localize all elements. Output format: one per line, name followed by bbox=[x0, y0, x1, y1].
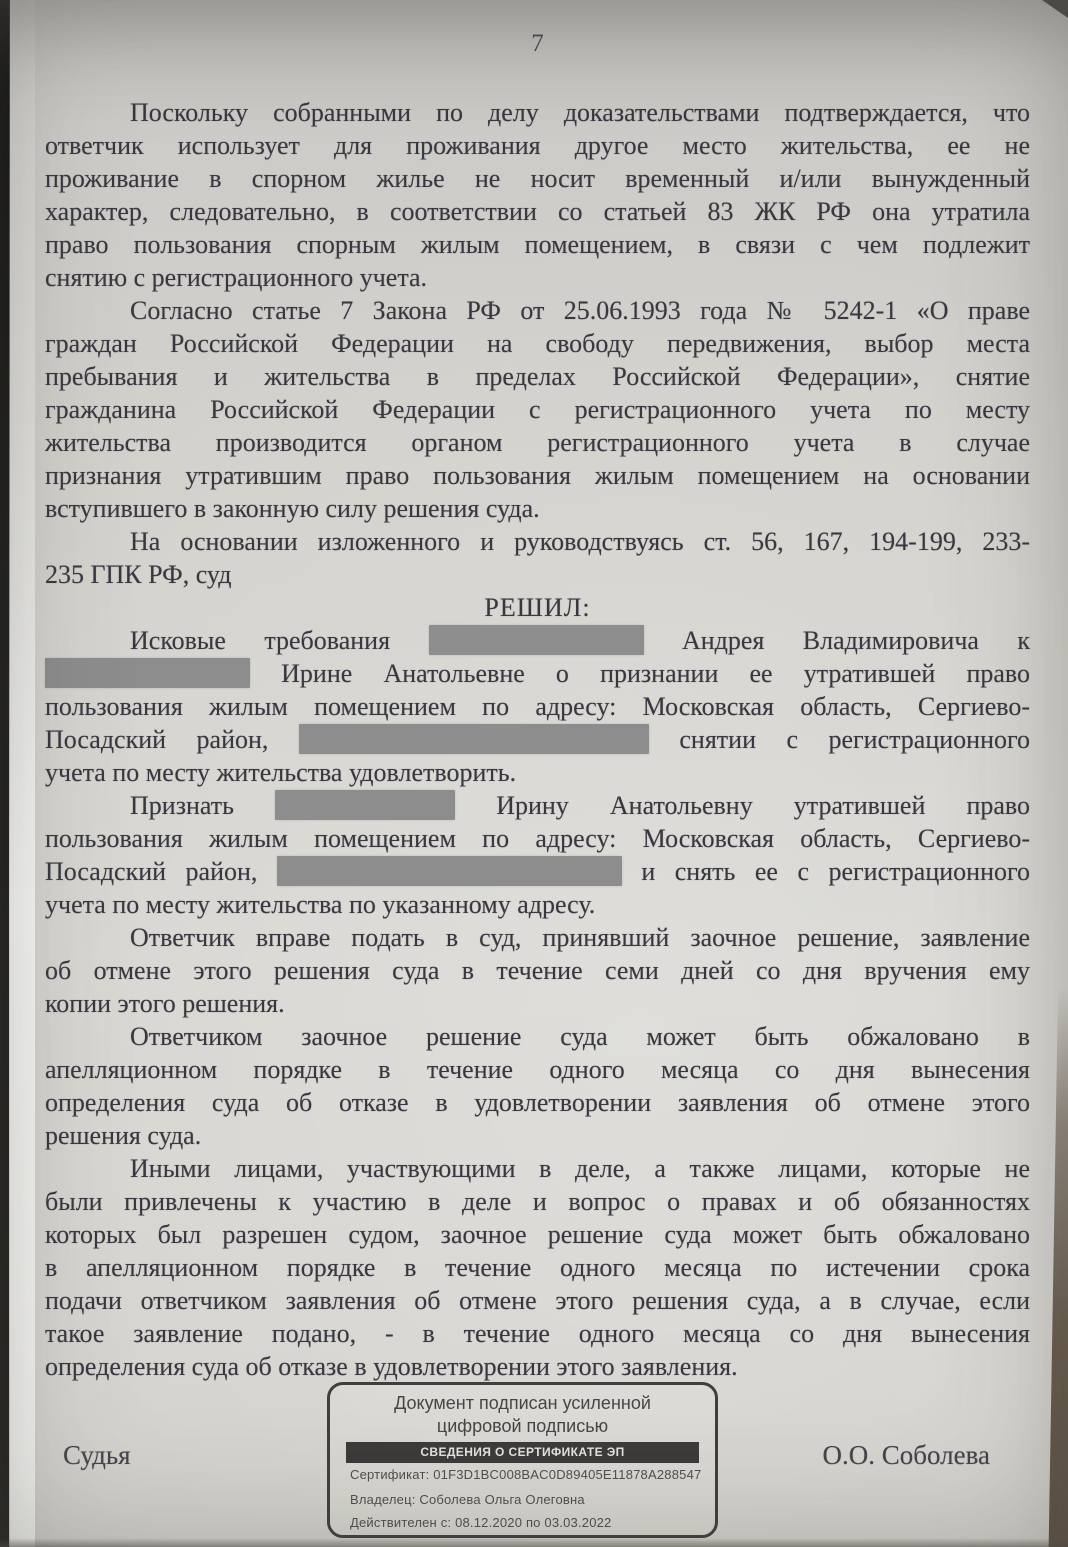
text-line: Ответчиком заочное решение суда может быть обжаловано в bbox=[130, 1022, 1030, 1051]
text-line: апелляционном порядке в течение одного месяца со дня вынесения bbox=[45, 1055, 1030, 1084]
text-line: пользования жилым помещением по адресу: Московская область, Сергиево- bbox=[45, 824, 1030, 853]
text-line: гражданина Российской Федерации с регистрационного учета по месту bbox=[45, 395, 1030, 424]
text-line: вступившего в законную силу решения суда. bbox=[45, 494, 540, 523]
stamp-owner-label: Владелец: bbox=[350, 1492, 416, 1507]
photo-bottom-right-edge bbox=[1046, 987, 1068, 1547]
text-line: Иными лицами, участвующими в деле, а также лицами, которые не bbox=[130, 1154, 1030, 1183]
document-body bbox=[45, 96, 1030, 1383]
text-line: Ответчик вправе подать в суд, принявший заочное решение, заявление bbox=[130, 923, 1030, 952]
stamp-validity-line bbox=[350, 1515, 703, 1530]
redaction-box bbox=[277, 856, 622, 886]
text-line: в апелляционном порядке в течение одного месяца по истечении срока bbox=[45, 1253, 1030, 1282]
text-line: решения суда. bbox=[45, 1121, 202, 1150]
digital-signature-stamp bbox=[327, 1382, 718, 1538]
page-number: 7 bbox=[531, 30, 544, 57]
text-line: проживание в спорном жилье не носит временный и/или вынужденный bbox=[45, 164, 1030, 193]
text-line: определения суда об отказе в удовлетворении этого заявления. bbox=[45, 1352, 738, 1381]
photo-left-edge bbox=[0, 0, 10, 1547]
text-line: Поскольку собранными по делу доказательствами подтверждается, что bbox=[130, 98, 1030, 127]
text-line: снятию с регистрационного учета. bbox=[45, 263, 428, 292]
text-line: Признать Ирину Анатольевну утратившей право bbox=[130, 791, 1031, 820]
text-line: подачи ответчиком заявления об отмене этого решения суда, а в случае, если bbox=[45, 1286, 1030, 1315]
stamp-owner-line bbox=[350, 1492, 703, 1507]
text-line: Посадский район, снятии с регистрационного bbox=[45, 725, 1031, 754]
text-line: Согласно статье 7 Закона РФ от 25.06.1993 года № 5242-1 «О праве bbox=[130, 296, 1030, 325]
stamp-validity-label: Действителен с: bbox=[350, 1515, 452, 1530]
decision-heading: РЕШИЛ: bbox=[484, 593, 591, 622]
stamp-certificate-line bbox=[350, 1467, 703, 1482]
photo-bottom-edge bbox=[0, 1538, 1068, 1547]
stamp-certificate-label: Сертификат: bbox=[350, 1467, 430, 1482]
text-line: Ирине Анатольевне о признании ее утратившей право bbox=[45, 657, 1030, 690]
redaction-box bbox=[429, 625, 644, 655]
text-line: жительства производится органом регистрационного учета в случае bbox=[45, 428, 1030, 457]
text-line: об отмене этого решения суда в течение семи дней со дня вручения ему bbox=[45, 956, 1030, 985]
text-line: право пользования спорным жилым помещением, в связи с чем подлежит bbox=[45, 230, 1030, 259]
text-line: учета по месту жительства удовлетворить. bbox=[45, 758, 517, 787]
judge-label: Судья bbox=[63, 1440, 131, 1470]
text-line: пребывания и жительства в пределах Российской Федерации», снятие bbox=[45, 362, 1030, 391]
stamp-owner-value: Соболева Ольга Олеговна bbox=[419, 1492, 585, 1507]
judge-name: О.О. Соболева bbox=[822, 1440, 990, 1470]
text-line: 235 ГПК РФ, суд bbox=[45, 560, 232, 589]
text-line: были привлечены к участию в деле и вопрос о правах и об обязанностях bbox=[45, 1187, 1030, 1216]
text-line: граждан Российской Федерации на свободу передвижения, выбор места bbox=[45, 329, 1030, 358]
paper-left-edge-highlight bbox=[9, 0, 35, 1547]
photo-top-right-corner bbox=[1042, 0, 1068, 18]
text-line: копии этого решения. bbox=[45, 989, 285, 1018]
stamp-title bbox=[330, 1392, 715, 1438]
stamp-certificate-value: 01F3D1BC008BAC0D89405E11878A288547 bbox=[433, 1467, 702, 1482]
text-line: пользования жилым помещением по адресу: Московская область, Сергиево- bbox=[45, 692, 1030, 721]
redaction-box bbox=[275, 790, 455, 820]
redaction-box bbox=[45, 658, 250, 688]
stamp-validity-value: 08.12.2020 по 03.03.2022 bbox=[455, 1515, 612, 1530]
text-line: На основании изложенного и руководствуясь ст. 56, 167, 194-199, 233- bbox=[130, 527, 1030, 556]
text-line: которых был разрешен судом, заочное решение суда может быть обжаловано bbox=[45, 1220, 1030, 1249]
text-line: признания утратившим право пользования жилым помещением на основании bbox=[45, 461, 1030, 490]
text-line: ответчик использует для проживания другое место жительства, ее не bbox=[45, 131, 1030, 160]
stamp-certificate-band: СВЕДЕНИЯ О СЕРТИФИКАТЕ ЭП bbox=[346, 1442, 699, 1463]
stamp-title-line1: Документ подписан усиленной bbox=[394, 1393, 651, 1413]
text-line: Посадский район, и снять ее с регистрационного bbox=[45, 857, 1031, 886]
redaction-box bbox=[299, 724, 649, 754]
text-line: Исковые требования Андрея Владимировича к bbox=[130, 626, 1031, 655]
text-line: характер, следовательно, в соответствии со статьей 83 ЖК РФ она утратила bbox=[45, 197, 1030, 226]
text-line: учета по месту жительства по указанному адресу. bbox=[45, 890, 596, 919]
text-line: определения суда об отказе в удовлетворении заявления об отмене этого bbox=[45, 1088, 1030, 1117]
text-line: такое заявление подано, - в течение одного месяца со дня вынесения bbox=[45, 1319, 1030, 1348]
stamp-title-line2: цифровой подписью bbox=[436, 1416, 609, 1436]
